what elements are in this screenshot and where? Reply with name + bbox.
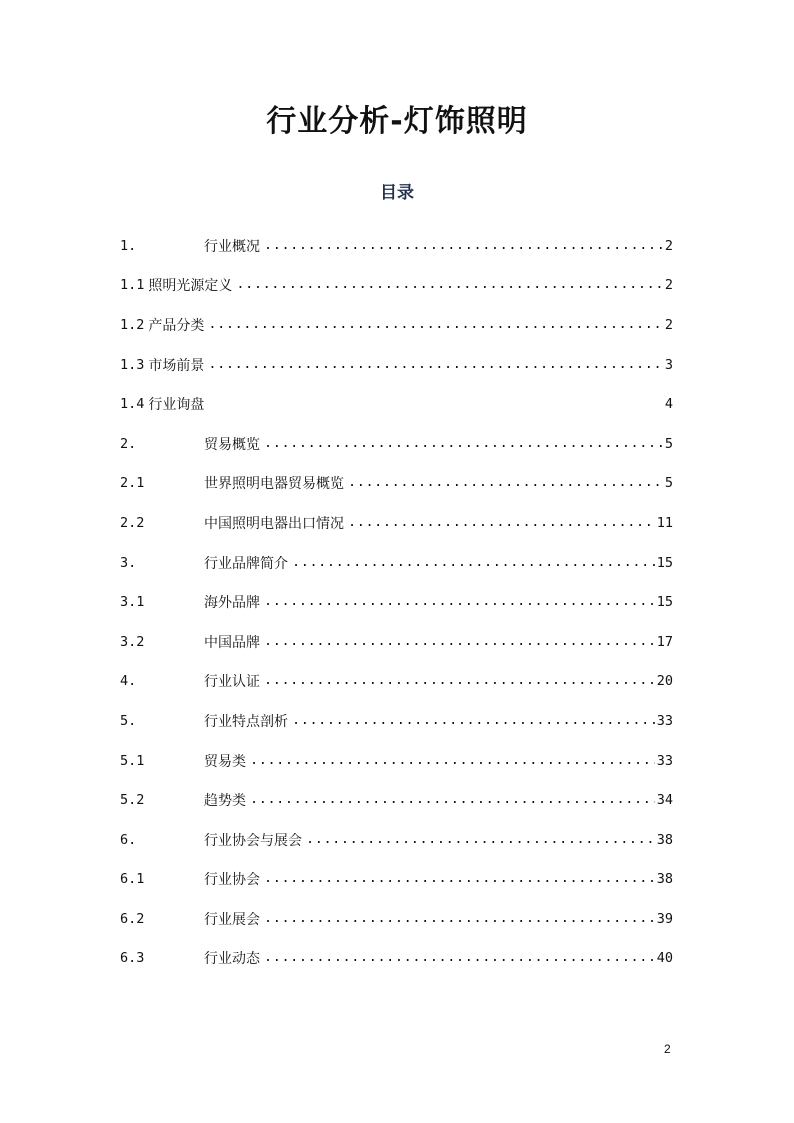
toc-dot-leader [264, 910, 655, 926]
toc-entry-number: 1. [120, 237, 137, 254]
toc-dot-leader [250, 791, 655, 807]
toc-entry-number: 1.1 [120, 277, 145, 294]
toc-entry[interactable] [120, 503, 673, 543]
toc-entry[interactable] [120, 780, 673, 820]
toc-entry-number: 3.1 [120, 594, 145, 611]
toc-dot-leader [264, 633, 655, 649]
toc-entry-number: 2.1 [120, 475, 145, 492]
toc-entry-page: 2 [664, 237, 673, 254]
toc-entry-number: 1.4 [120, 396, 145, 413]
toc-entry[interactable] [120, 939, 673, 979]
toc-entry-title: 中国照明电器出口情况 [204, 515, 344, 532]
toc-entry-page: 20 [656, 673, 673, 690]
toc-entry-number: 3. [120, 554, 137, 571]
toc-entry-number: 3.2 [120, 633, 145, 650]
toc-entry-title: 行业协会与展会 [204, 832, 302, 849]
toc-entry[interactable] [120, 424, 673, 464]
toc-entry[interactable] [120, 345, 673, 385]
toc-dot-leader [264, 870, 655, 886]
toc-entry[interactable] [120, 899, 673, 939]
toc-entry-page: 3 [664, 356, 673, 373]
toc-entry-title: 世界照明电器贸易概览 [204, 476, 344, 493]
page-number: 2 [664, 1042, 671, 1056]
toc-entry-page: 17 [656, 633, 673, 650]
toc-entry-page: 2 [664, 277, 673, 294]
toc-entry-number: 5.2 [120, 792, 145, 809]
toc-entry[interactable] [120, 226, 673, 266]
toc-entry-number: 4. [120, 673, 137, 690]
toc-dot-leader [264, 237, 663, 253]
toc-entry-page: 5 [664, 475, 673, 492]
toc-dot-leader [208, 356, 662, 372]
toc-entry-page: 15 [656, 554, 673, 571]
toc-entry-title: 行业动态 [204, 951, 260, 968]
toc-entry-page: 40 [656, 950, 673, 967]
toc-entry[interactable] [120, 820, 673, 860]
toc-entry[interactable] [120, 384, 673, 424]
table-of-contents [120, 226, 673, 978]
toc-entry-title: 行业展会 [204, 911, 260, 928]
toc-entry-page: 34 [656, 792, 673, 809]
toc-entry[interactable] [120, 741, 673, 781]
toc-entry-page: 33 [656, 752, 673, 769]
toc-entry-page: 4 [664, 396, 673, 413]
toc-entry-page: 38 [656, 831, 673, 848]
toc-entry-title: 海外品牌 [204, 595, 260, 612]
toc-entry-number: 5. [120, 712, 137, 729]
toc-entry[interactable] [120, 582, 673, 622]
toc-entry-title: 贸易类 [204, 753, 246, 770]
toc-entry-number: 1.3 [120, 356, 145, 373]
toc-entry-title: 贸易概览 [204, 436, 260, 453]
toc-dot-leader [264, 672, 655, 688]
toc-dot-leader [292, 554, 655, 570]
toc-dot-leader [348, 474, 663, 490]
toc-entry[interactable] [120, 266, 673, 306]
toc-entry-title: 行业特点剖析 [204, 713, 288, 730]
toc-entry-title: 行业概况 [204, 238, 260, 255]
toc-entry[interactable] [120, 464, 673, 504]
toc-entry[interactable] [120, 305, 673, 345]
toc-entry-title: 市场前景 [148, 357, 205, 374]
document-title: 行业分析-灯饰照明 [266, 104, 528, 139]
toc-entry[interactable] [120, 622, 673, 662]
toc-entry-page: 2 [664, 316, 673, 333]
toc-entry-page: 15 [656, 594, 673, 611]
toc-entry-page: 5 [664, 435, 673, 452]
toc-entry-title: 照明光源定义 [148, 278, 233, 295]
toc-entry-title: 行业协会 [204, 872, 260, 889]
toc-entry[interactable] [120, 701, 673, 741]
toc-entry-number: 6.2 [120, 910, 145, 927]
toc-entry-title: 行业品牌简介 [204, 555, 288, 572]
toc-entry-number: 6.3 [120, 950, 145, 967]
toc-heading: 目录 [380, 183, 414, 203]
toc-dot-leader [250, 752, 655, 768]
toc-dot-leader [306, 831, 655, 847]
toc-entry-title: 行业询盘 [148, 397, 205, 414]
toc-entry-title: 行业认证 [204, 674, 260, 691]
toc-entry-page: 33 [656, 712, 673, 729]
toc-entry-number: 6.1 [120, 871, 145, 888]
toc-dot-leader [292, 712, 655, 728]
toc-entry-number: 2.2 [120, 514, 145, 531]
toc-entry-title: 趋势类 [204, 793, 246, 810]
toc-dot-leader [348, 514, 655, 530]
toc-entry[interactable] [120, 860, 673, 900]
toc-entry[interactable] [120, 662, 673, 702]
toc-entry-page: 39 [656, 910, 673, 927]
toc-dot-leader [236, 276, 662, 292]
toc-entry-number: 2. [120, 435, 137, 452]
toc-entry-title: 中国品牌 [204, 634, 260, 651]
toc-dot-leader [264, 593, 655, 609]
toc-entry[interactable] [120, 543, 673, 583]
toc-entry-page: 38 [656, 871, 673, 888]
toc-dot-leader [264, 949, 655, 965]
toc-entry-number: 6. [120, 831, 137, 848]
toc-entry-number: 5.1 [120, 752, 145, 769]
toc-entry-title: 产品分类 [148, 317, 205, 334]
toc-dot-leader [264, 435, 663, 451]
toc-entry-number: 1.2 [120, 316, 145, 333]
toc-dot-leader [208, 316, 662, 332]
toc-entry-page: 11 [656, 514, 673, 531]
